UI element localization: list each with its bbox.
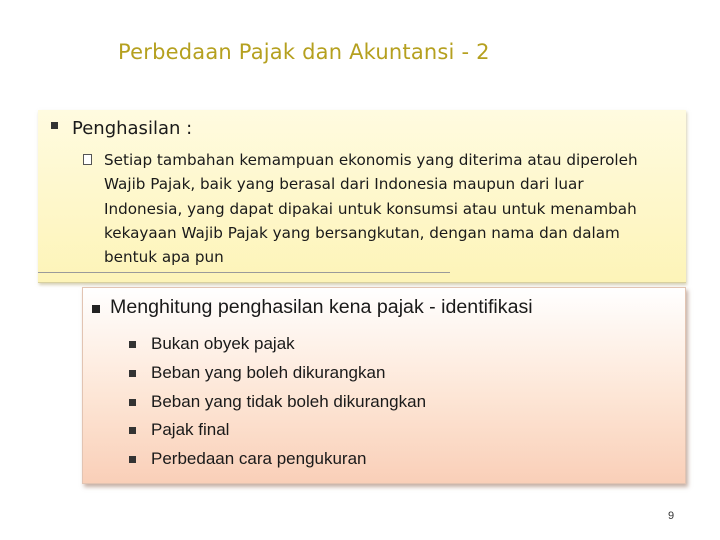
square-bullet-icon	[92, 305, 100, 313]
identification-box	[82, 287, 686, 484]
square-bullet-icon	[129, 341, 136, 348]
square-bullet-icon	[129, 456, 136, 463]
list-item-label: Perbedaan cara pengukuran	[151, 449, 367, 469]
list-item-label: Beban yang boleh dikurangkan	[151, 362, 386, 382]
square-bullet-icon	[129, 399, 136, 406]
hollow-box-bullet-icon	[83, 154, 92, 165]
list-item-label: Beban yang tidak boleh dikurangkan	[151, 391, 427, 411]
penghasilan-heading: Penghasilan :	[72, 118, 193, 139]
list-item	[127, 447, 426, 476]
definition-line: bentuk apa pun	[104, 248, 224, 267]
definition-line: Indonesia, yang dapat dipakai untuk konsumsi atau untuk menambah	[104, 199, 637, 218]
page-number: 9	[668, 510, 675, 522]
identification-heading: Menghitung penghasilan kena pajak - identifikasi	[110, 296, 533, 318]
definition-line: Wajib Pajak, baik yang berasal dari Indonesia maupun dari luar	[104, 175, 584, 194]
definition-line: Setiap tambahan kemampuan ekonomis yang diterima atau diperoleh	[104, 151, 638, 169]
list-item-label: Bukan obyek pajak	[151, 334, 295, 353]
square-bullet-icon	[129, 427, 136, 434]
list-item	[127, 418, 426, 447]
definition-line: kekayaan Wajib Pajak yang bersangkutan, dengan nama dan dalam	[104, 223, 620, 242]
penghasilan-definition-text	[104, 148, 686, 269]
list-item	[127, 332, 426, 361]
list-item	[127, 361, 426, 390]
divider-line	[38, 272, 450, 273]
list-item	[127, 390, 426, 419]
penghasilan-definition-box	[38, 110, 686, 283]
square-bullet-icon	[51, 122, 58, 129]
slide-title: Perbedaan Pajak dan Akuntansi - 2	[118, 40, 490, 64]
list-item-label: Pajak final	[151, 420, 230, 440]
identification-list	[127, 332, 426, 476]
square-bullet-icon	[129, 370, 136, 377]
